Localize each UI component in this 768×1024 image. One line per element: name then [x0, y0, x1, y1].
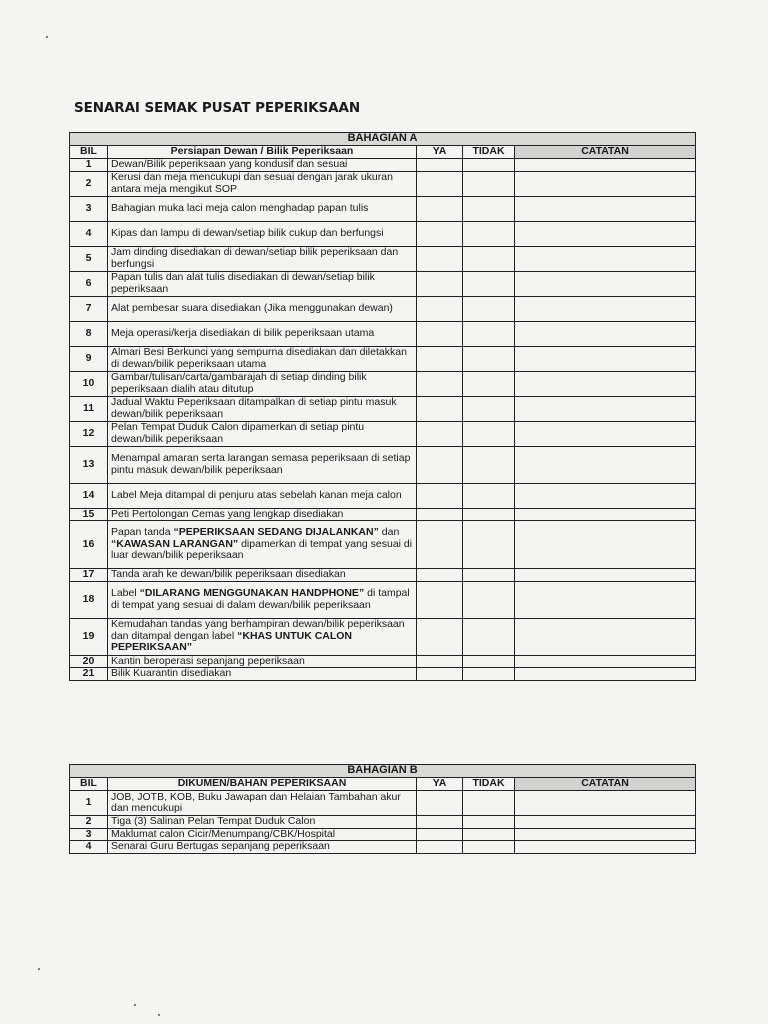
scan-speck	[134, 1004, 136, 1006]
table-row	[70, 816, 696, 829]
row-number: 16	[70, 521, 108, 569]
table-row	[70, 483, 696, 508]
table-row	[70, 508, 696, 521]
tidak-cell[interactable]	[463, 816, 515, 829]
row-number: 4	[70, 221, 108, 246]
scan-speck	[38, 968, 40, 970]
table-row	[70, 159, 696, 172]
ya-cell[interactable]	[417, 816, 463, 829]
tidak-cell[interactable]	[463, 791, 515, 816]
row-description: Senarai Guru Bertugas sepanjang peperiksaan	[108, 841, 417, 854]
catatan-cell[interactable]	[515, 569, 696, 582]
ya-cell[interactable]	[417, 171, 463, 196]
row-number: 7	[70, 296, 108, 321]
table-row	[70, 668, 696, 681]
row-number: 11	[70, 396, 108, 421]
tidak-cell[interactable]	[463, 508, 515, 521]
table-row	[70, 446, 696, 483]
row-number: 8	[70, 321, 108, 346]
catatan-cell[interactable]	[515, 196, 696, 221]
desc-part: dipamerkan di tempat yang sesuai di luar dewan/bilik peperiksaan	[111, 537, 413, 562]
ya-cell[interactable]	[417, 321, 463, 346]
catatan-cell[interactable]	[515, 816, 696, 829]
header-catatan: CATATAN	[515, 146, 696, 159]
catatan-cell[interactable]	[515, 371, 696, 396]
ya-cell[interactable]	[417, 791, 463, 816]
ya-cell[interactable]	[417, 668, 463, 681]
catatan-cell[interactable]	[515, 521, 696, 569]
catatan-cell[interactable]	[515, 271, 696, 296]
catatan-cell[interactable]	[515, 221, 696, 246]
row-number: 4	[70, 841, 108, 854]
tidak-cell[interactable]	[463, 246, 515, 271]
row-number: 2	[70, 171, 108, 196]
row-number: 2	[70, 816, 108, 829]
tidak-cell[interactable]	[463, 321, 515, 346]
desc-part: Papan tanda	[111, 526, 174, 539]
desc-bold: “DILARANG MENGGUNAKAN HANDPHONE”	[139, 587, 365, 599]
tidak-cell[interactable]	[463, 655, 515, 668]
catatan-cell[interactable]	[515, 396, 696, 421]
catatan-cell[interactable]	[515, 581, 696, 618]
row-number: 1	[70, 791, 108, 816]
header-item: DIKUMEN/BAHAN PEPERIKSAAN	[108, 778, 417, 791]
desc-part: Label	[111, 587, 140, 599]
row-number: 10	[70, 371, 108, 396]
tidak-cell[interactable]	[463, 196, 515, 221]
desc-part: dan	[378, 526, 400, 539]
row-description: Papan tulis dan alat tulis disediakan di dewan/setiap bilik peperiksaan	[108, 271, 417, 296]
table-row	[70, 581, 696, 618]
table-row	[70, 196, 696, 221]
tidak-cell[interactable]	[463, 521, 515, 569]
catatan-cell[interactable]	[515, 508, 696, 521]
row-number: 20	[70, 655, 108, 668]
table-row	[70, 246, 696, 271]
row-number: 6	[70, 271, 108, 296]
tidak-cell[interactable]	[463, 668, 515, 681]
table-row	[70, 396, 696, 421]
tidak-cell[interactable]	[463, 371, 515, 396]
ya-cell[interactable]	[417, 196, 463, 221]
row-description: Almari Besi Berkunci yang sempurna disediakan dan diletakkan di dewan/bilik peperiksaan utama	[108, 346, 417, 371]
row-description: Jam dinding disediakan di dewan/setiap bilik peperiksaan dan berfungsi	[108, 246, 417, 271]
catatan-cell[interactable]	[515, 446, 696, 483]
table-row	[70, 371, 696, 396]
table-row	[70, 828, 696, 841]
desc-part: Kemudahan tandas yang berhampiran dewan/bilik peperiksaan dan ditampal dengan label	[111, 618, 405, 642]
row-description	[108, 581, 417, 618]
tidak-cell[interactable]	[463, 221, 515, 246]
desc-bold: “KHAS UNTUK CALON PEPERIKSAAN”	[111, 629, 353, 654]
ya-cell[interactable]	[417, 828, 463, 841]
table-row	[70, 791, 696, 816]
checklist-table-a	[69, 132, 696, 681]
table-row	[70, 171, 696, 196]
ya-cell[interactable]	[417, 221, 463, 246]
row-description: Alat pembesar suara disediakan (Jika menggunakan dewan)	[108, 296, 417, 321]
catatan-cell[interactable]	[515, 841, 696, 854]
ya-cell[interactable]	[417, 569, 463, 582]
catatan-cell[interactable]	[515, 171, 696, 196]
scan-speck	[158, 1014, 160, 1016]
row-number: 19	[70, 618, 108, 655]
row-description	[108, 618, 417, 655]
header-tidak: TIDAK	[463, 146, 515, 159]
tidak-cell[interactable]	[463, 581, 515, 618]
row-number: 5	[70, 246, 108, 271]
row-description: Maklumat calon Cicir/Menumpang/CBK/Hospital	[108, 828, 417, 841]
row-number: 14	[70, 483, 108, 508]
header-catatan: CATATAN	[515, 778, 696, 791]
table-row	[70, 221, 696, 246]
row-description: Tanda arah ke dewan/bilik peperiksaan disediakan	[108, 569, 417, 582]
ya-cell[interactable]	[417, 396, 463, 421]
row-description: Kerusi dan meja mencukupi dan sesuai dengan jarak ukuran antara meja mengikut SOP	[108, 171, 417, 196]
catatan-cell[interactable]	[515, 618, 696, 655]
header-bil: BIL	[70, 778, 108, 791]
desc-bold: “PEPERIKSAAN SEDANG DIJALANKAN”	[173, 526, 379, 539]
table-row	[70, 569, 696, 582]
row-number: 1	[70, 159, 108, 172]
tidak-cell[interactable]	[463, 446, 515, 483]
ya-cell[interactable]	[417, 655, 463, 668]
row-description: Label Meja ditampal di penjuru atas sebelah kanan meja calon	[108, 483, 417, 508]
catatan-cell[interactable]	[515, 668, 696, 681]
row-description: JOB, JOTB, KOB, Buku Jawapan dan Helaian Tambahan akur dan mencukupi	[108, 791, 417, 816]
tidak-cell[interactable]	[463, 159, 515, 172]
desc-bold: “KAWASAN LARANGAN”	[111, 537, 239, 550]
row-description: Bahagian muka laci meja calon menghadap papan tulis	[108, 196, 417, 221]
row-number: 21	[70, 668, 108, 681]
tidak-cell[interactable]	[463, 483, 515, 508]
catatan-cell[interactable]	[515, 321, 696, 346]
page-title: SENARAI SEMAK PUSAT PEPERIKSAAN	[74, 100, 361, 116]
table-row	[70, 296, 696, 321]
header-ya: YA	[417, 146, 463, 159]
row-number: 15	[70, 508, 108, 521]
row-description: Kantin beroperasi sepanjang peperiksaan	[108, 655, 417, 668]
ya-cell[interactable]	[417, 421, 463, 446]
row-description: Peti Pertolongan Cemas yang lengkap disediakan	[108, 508, 417, 521]
catatan-cell[interactable]	[515, 483, 696, 508]
ya-cell[interactable]	[417, 483, 463, 508]
ya-cell[interactable]	[417, 446, 463, 483]
table-row	[70, 841, 696, 854]
section-b-band: BAHAGIAN B	[70, 765, 696, 778]
tidak-cell[interactable]	[463, 618, 515, 655]
ya-cell[interactable]	[417, 246, 463, 271]
tidak-cell[interactable]	[463, 828, 515, 841]
desc-part: di tampal di tempat yang sesuai di dalam dewan/bilik peperiksaan	[111, 587, 410, 611]
ya-cell[interactable]	[417, 508, 463, 521]
row-description: Gambar/tulisan/carta/gambarajah di setiap dinding bilik peperiksaan dialih atau ditutup	[108, 371, 417, 396]
row-number: 12	[70, 421, 108, 446]
row-description	[108, 521, 417, 569]
row-description: Meja operasi/kerja disediakan di bilik peperiksaan utama	[108, 321, 417, 346]
tidak-cell[interactable]	[463, 569, 515, 582]
tidak-cell[interactable]	[463, 296, 515, 321]
row-description: Menampal amaran serta larangan semasa peperiksaan di setiap pintu masuk dewan/bilik peperiksaan	[108, 446, 417, 483]
scan-speck	[46, 36, 48, 38]
header-item: Persiapan Dewan / Bilik Peperiksaan	[108, 146, 417, 159]
row-description: Dewan/Bilik peperiksaan yang kondusif dan sesuai	[108, 159, 417, 172]
ya-cell[interactable]	[417, 346, 463, 371]
ya-cell[interactable]	[417, 581, 463, 618]
ya-cell[interactable]	[417, 618, 463, 655]
checklist-table-b	[69, 764, 696, 854]
table-row	[70, 655, 696, 668]
tidak-cell[interactable]	[463, 271, 515, 296]
catatan-cell[interactable]	[515, 655, 696, 668]
section-a-band: BAHAGIAN A	[70, 133, 696, 146]
table-row	[70, 521, 696, 569]
tidak-cell[interactable]	[463, 421, 515, 446]
catatan-cell[interactable]	[515, 791, 696, 816]
table-row	[70, 321, 696, 346]
row-number: 17	[70, 569, 108, 582]
table-row	[70, 421, 696, 446]
ya-cell[interactable]	[417, 271, 463, 296]
row-number: 18	[70, 581, 108, 618]
catatan-cell[interactable]	[515, 296, 696, 321]
table-row	[70, 346, 696, 371]
row-description: Kipas dan lampu di dewan/setiap bilik cukup dan berfungsi	[108, 221, 417, 246]
header-tidak: TIDAK	[463, 778, 515, 791]
row-number: 3	[70, 196, 108, 221]
ya-cell[interactable]	[417, 521, 463, 569]
row-description: Bilik Kuarantin disediakan	[108, 668, 417, 681]
catatan-cell[interactable]	[515, 421, 696, 446]
header-bil: BIL	[70, 146, 108, 159]
ya-cell[interactable]	[417, 296, 463, 321]
header-ya: YA	[417, 778, 463, 791]
row-description: Jadual Waktu Peperiksaan ditampalkan di setiap pintu masuk dewan/bilik peperiksaan	[108, 396, 417, 421]
tidak-cell[interactable]	[463, 396, 515, 421]
ya-cell[interactable]	[417, 841, 463, 854]
row-number: 9	[70, 346, 108, 371]
table-row	[70, 618, 696, 655]
catatan-cell[interactable]	[515, 159, 696, 172]
catatan-cell[interactable]	[515, 346, 696, 371]
row-number: 3	[70, 828, 108, 841]
ya-cell[interactable]	[417, 159, 463, 172]
row-description: Tiga (3) Salinan Pelan Tempat Duduk Calon	[108, 816, 417, 829]
row-number: 13	[70, 446, 108, 483]
row-description: Pelan Tempat Duduk Calon dipamerkan di setiap pintu dewan/bilik peperiksaan	[108, 421, 417, 446]
tidak-cell[interactable]	[463, 171, 515, 196]
tidak-cell[interactable]	[463, 841, 515, 854]
catatan-cell[interactable]	[515, 246, 696, 271]
tidak-cell[interactable]	[463, 346, 515, 371]
table-row	[70, 271, 696, 296]
ya-cell[interactable]	[417, 371, 463, 396]
catatan-cell[interactable]	[515, 828, 696, 841]
